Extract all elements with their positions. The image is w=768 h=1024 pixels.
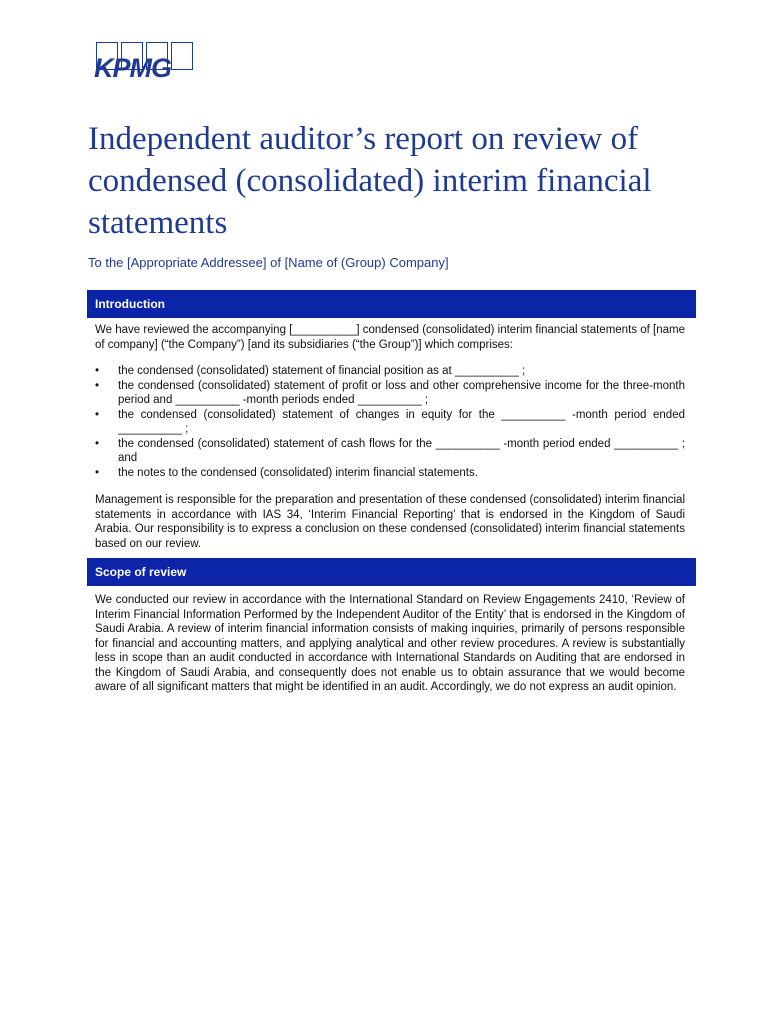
list-item-text: the notes to the condensed (consolidated) interim financial statements.: [118, 466, 478, 479]
logo-wordmark: KPMG: [94, 53, 171, 83]
section-heading-scope: Scope of review: [87, 558, 696, 586]
bullet-marker: •: [95, 408, 100, 421]
section-heading-introduction: Introduction: [87, 290, 696, 318]
bullet-marker: •: [95, 437, 100, 450]
list-item: [95, 379, 685, 408]
page-title: Independent auditor’s report on review of condensed (consolidated) interim financial statements: [88, 121, 652, 241]
management-paragraph: Management is responsible for the preparation and presentation of these condensed (consolidated) interim financial statements in accordance with IAS 34, ‘Interim Financial Reporting’ that is endorsed in the Kingdom of Saudi Arabia. Our responsibility is to express a conclusion on these condensed (consolidated) interim financial statements based on our review.: [95, 494, 685, 550]
list-item: [95, 466, 685, 481]
list-item: [95, 437, 685, 466]
bullet-marker: •: [95, 466, 100, 479]
addressee-line: To the [Appropriate Addressee] of [Name of (Group) Company]: [88, 255, 449, 270]
list-item-text: the condensed (consolidated) statement of financial position as at __________ ;: [118, 365, 526, 377]
logo-box: [171, 42, 193, 70]
bullet-marker: •: [95, 365, 100, 377]
kpmg-logo: [94, 40, 196, 84]
intro-paragraph: We have reviewed the accompanying [__________] condensed (consolidated) interim financial statements of [name of company] (“the Company”) [and its subsidiaries (“the Group”)] which comprises:: [95, 324, 685, 351]
list-item: [95, 364, 685, 379]
scope-paragraph: We conducted our review in accordance with the International Standard on Review Engagements 2410, ‘Review of Interim Financial Information Performed by the Independent Auditor of the Entity’ that is endorsed in the Kingdom of Saudi Arabia. A review of interim financial information consists of making inquiries, primarily of persons responsible for financial and accounting matters, and applying analytical and other review procedures. A review is substantially less in scope than an audit conducted in accordance with International Standards on Auditing that are endorsed in the Kingdom of Saudi Arabia, and consequently does not enable us to obtain assurance that we would become aware of all significant matters that might be identified in an audit. Accordingly, we do not express an audit opinion.: [95, 594, 685, 693]
statements-list: [95, 364, 685, 480]
list-item-text: the condensed (consolidated) statement of cash flows for the __________ -month period ended __________ ; and: [118, 437, 685, 464]
list-item-text: the condensed (consolidated) statement of profit or loss and other comprehensive income for the three-month period and __________ -month periods ended __________ ;: [118, 379, 685, 406]
list-item: [95, 408, 685, 437]
list-item-text: the condensed (consolidated) statement of changes in equity for the __________ -month period ended __________ ;: [118, 408, 685, 435]
bullet-marker: •: [95, 379, 100, 392]
